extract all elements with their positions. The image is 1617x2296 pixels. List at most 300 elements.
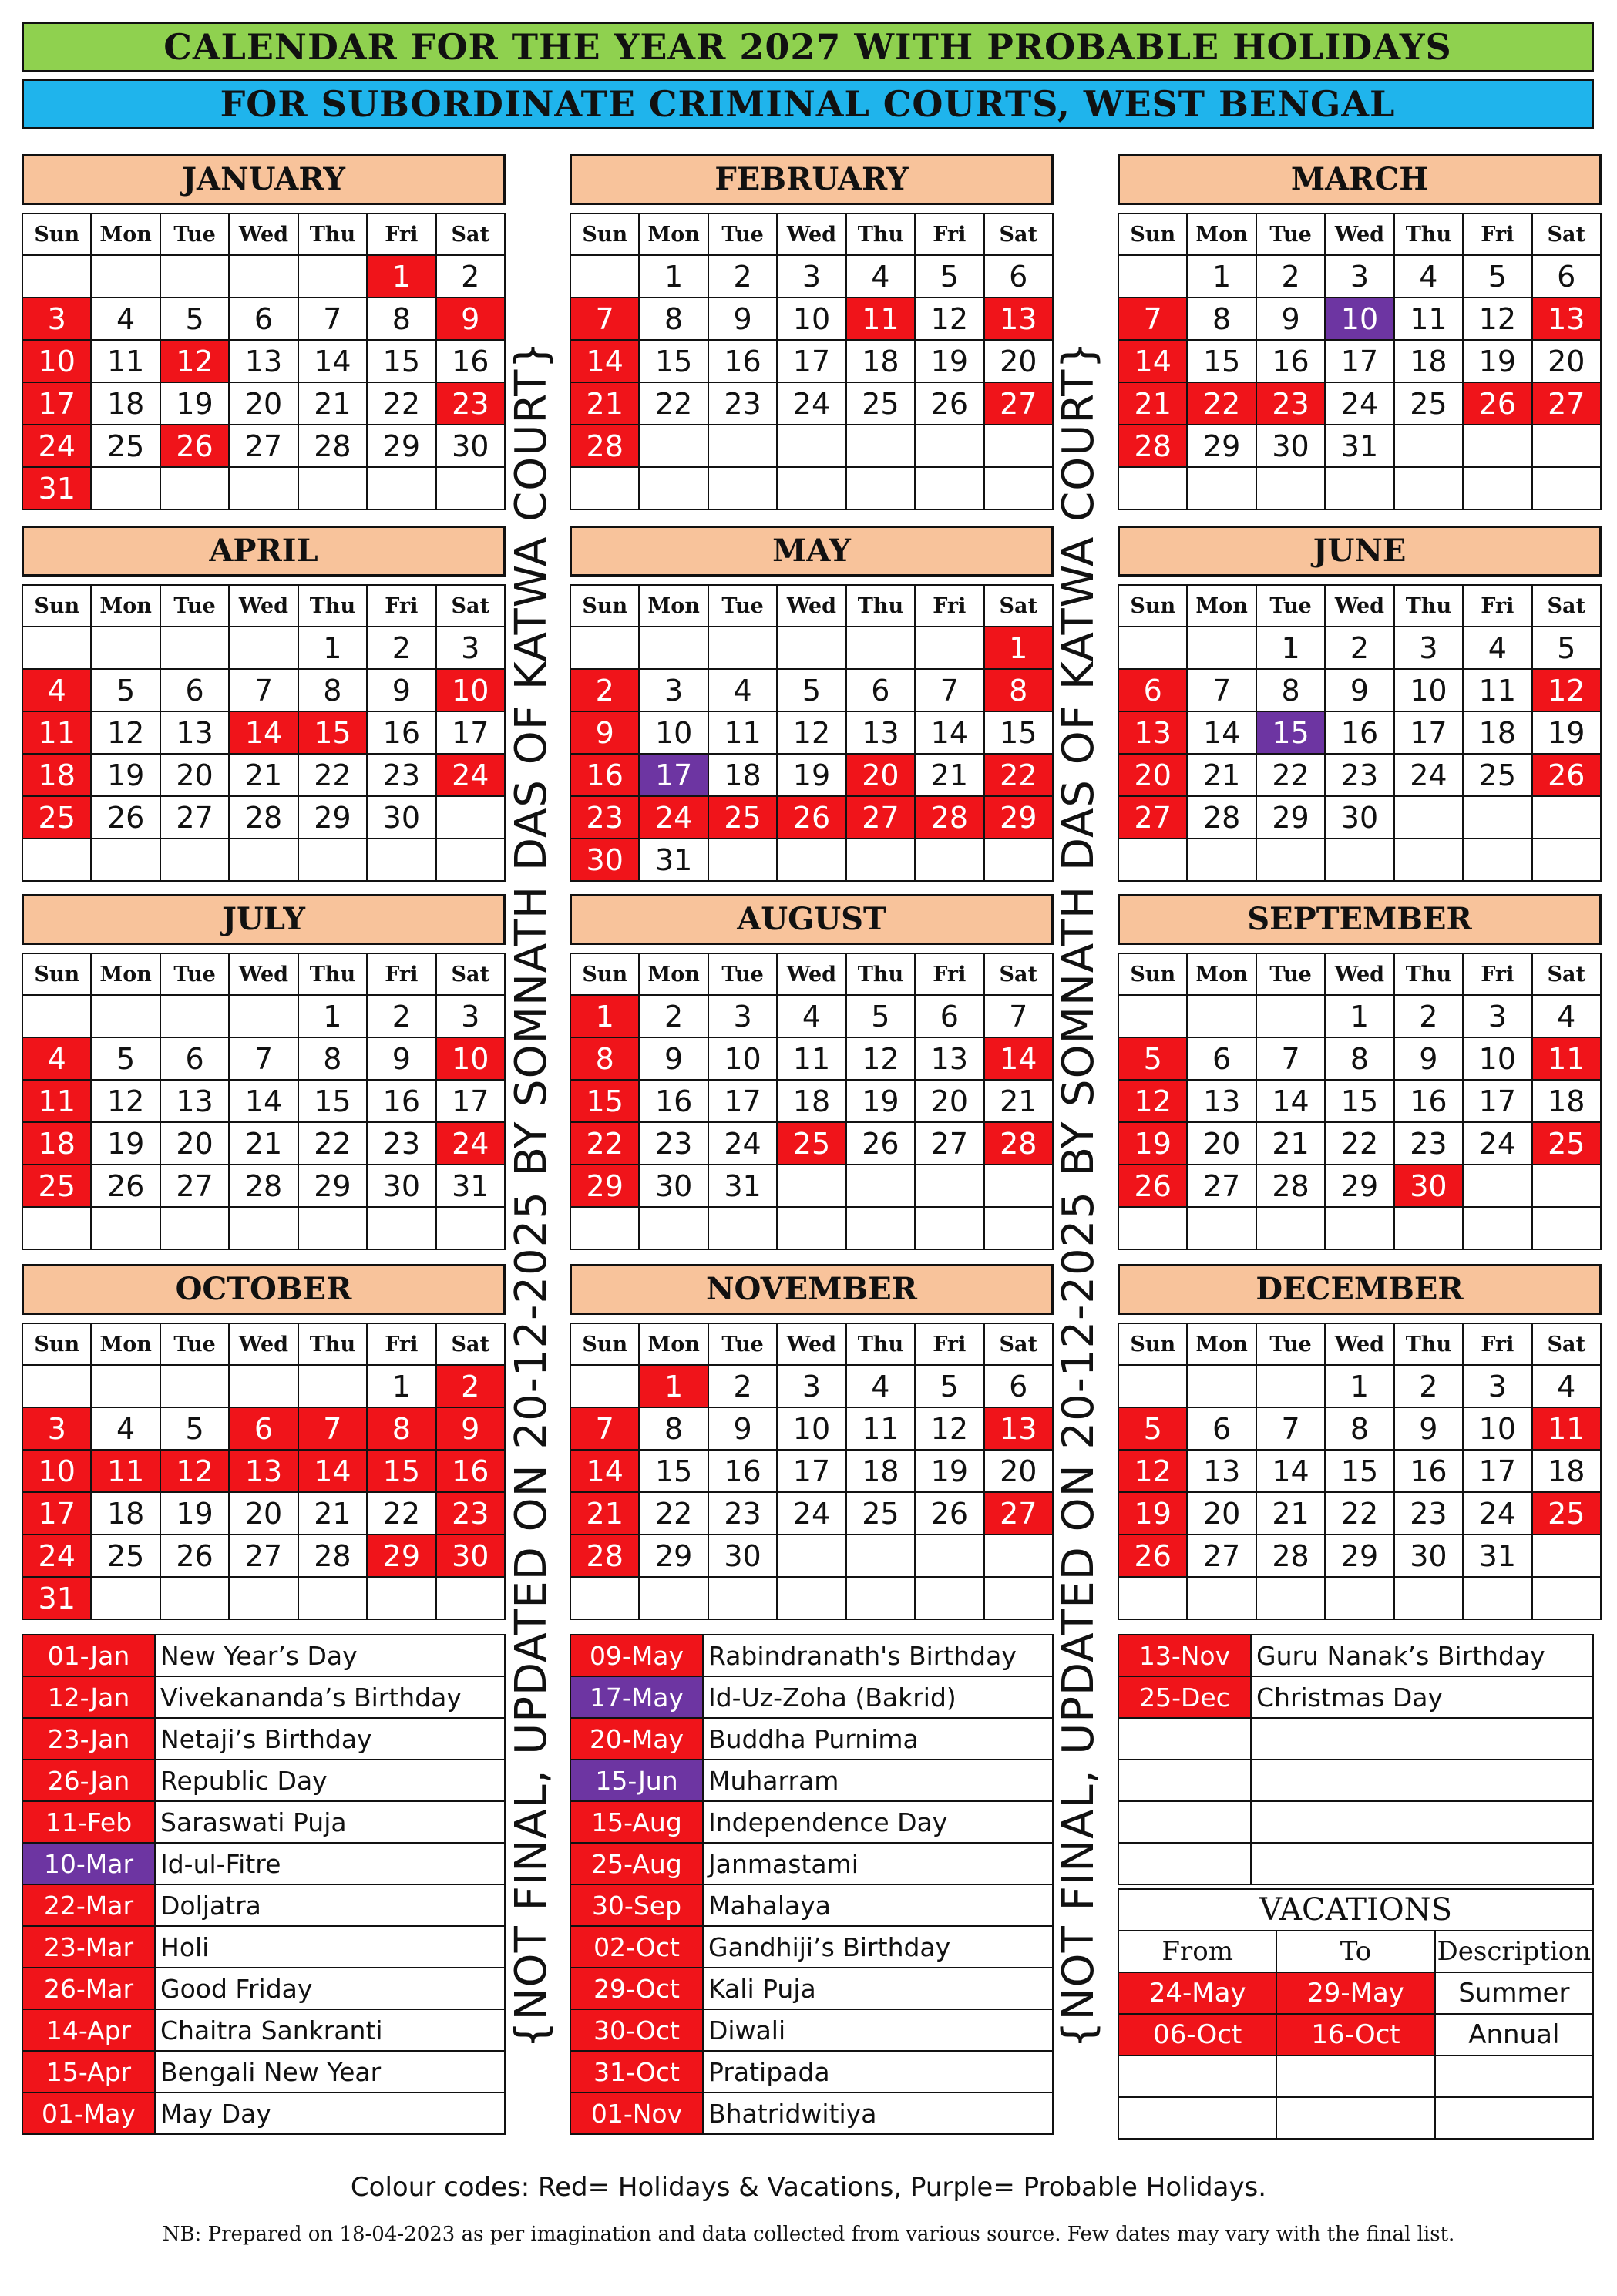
holiday-list-2 (570, 1634, 1054, 2135)
month-name: DECEMBER (1118, 1264, 1602, 1315)
day-cell: 26 (1118, 1165, 1187, 1207)
day-cell: 28 (229, 1165, 298, 1207)
day-cell: 20 (915, 1080, 983, 1122)
weekday-header: Fri (915, 953, 983, 995)
day-cell: 3 (22, 1407, 91, 1450)
empty-cell (639, 1577, 708, 1619)
day-cell: 22 (367, 1492, 435, 1535)
weekday-header: Sun (1118, 585, 1187, 627)
day-cell: 29 (1325, 1165, 1393, 1207)
weekday-header: Thu (1394, 585, 1463, 627)
day-cell: 13 (160, 1080, 229, 1122)
day-cell: 1 (367, 1365, 435, 1407)
empty-cell (436, 1207, 505, 1249)
day-cell: 23 (367, 754, 435, 796)
day-cell: 23 (708, 382, 777, 425)
empty-cell (1256, 839, 1325, 881)
day-cell: 12 (777, 711, 845, 754)
weekday-header: Sun (570, 213, 639, 255)
day-cell: 7 (298, 1407, 367, 1450)
day-cell: 30 (367, 1165, 435, 1207)
day-cell: 10 (777, 1407, 845, 1450)
day-cell: 1 (1187, 255, 1256, 298)
weekday-header: Thu (298, 585, 367, 627)
day-cell: 27 (1532, 382, 1601, 425)
day-cell: 10 (708, 1037, 777, 1080)
day-cell: 9 (436, 1407, 505, 1450)
day-cell: 8 (984, 669, 1053, 711)
day-cell: 30 (436, 1535, 505, 1577)
day-cell: 19 (1463, 340, 1531, 382)
day-cell: 10 (22, 1450, 91, 1492)
empty-cell (91, 627, 160, 669)
day-cell: 14 (915, 711, 983, 754)
empty-cell (1532, 1535, 1601, 1577)
month-table (570, 213, 1054, 510)
day-cell: 4 (1394, 255, 1463, 298)
day-cell: 25 (777, 1122, 845, 1165)
day-cell: 1 (1325, 995, 1393, 1037)
weekday-header: Tue (160, 213, 229, 255)
vacation-description: Annual (1435, 2014, 1593, 2056)
day-cell: 3 (777, 1365, 845, 1407)
weekday-header: Fri (1463, 1323, 1531, 1365)
day-cell: 16 (639, 1080, 708, 1122)
weekday-header: Tue (708, 953, 777, 995)
vacations-header-to: To (1276, 1931, 1434, 1972)
day-cell: 24 (22, 425, 91, 467)
weekday-header: Wed (229, 1323, 298, 1365)
empty-cell (91, 1207, 160, 1249)
weekday-header: Mon (1187, 585, 1256, 627)
day-cell: 14 (298, 340, 367, 382)
month-name: JANUARY (22, 154, 506, 205)
day-cell: 22 (984, 754, 1053, 796)
day-cell: 23 (1325, 754, 1393, 796)
empty-cell (1187, 627, 1256, 669)
day-cell: 8 (639, 1407, 708, 1450)
holiday-row (22, 2051, 505, 2093)
day-cell: 23 (1394, 1122, 1463, 1165)
weekday-header: Tue (1256, 1323, 1325, 1365)
day-cell: 20 (229, 1492, 298, 1535)
day-cell: 12 (1463, 298, 1531, 340)
colour-legend: Colour codes: Red= Holidays & Vacations, Purple= Probable Holidays. (350, 2172, 1267, 2203)
empty-cell (777, 467, 845, 509)
day-cell: 6 (1118, 669, 1187, 711)
holiday-row (22, 1801, 505, 1843)
day-cell: 14 (570, 1450, 639, 1492)
holiday-row (570, 2051, 1053, 2093)
holiday-name: Pratipada (703, 2051, 1053, 2093)
holiday-date: 25-Aug (570, 1843, 703, 1884)
holiday-row (22, 2009, 505, 2051)
empty-cell (22, 627, 91, 669)
day-cell: 7 (984, 995, 1053, 1037)
holiday-date: 01-May (22, 2093, 155, 2134)
empty-cell (1532, 1165, 1601, 1207)
weekday-header: Sun (570, 953, 639, 995)
day-cell: 21 (298, 1492, 367, 1535)
day-cell: 3 (436, 995, 505, 1037)
day-cell: 12 (91, 711, 160, 754)
holiday-date: 01-Jan (22, 1635, 155, 1676)
holiday-name: Chaitra Sankranti (155, 2009, 505, 2051)
empty-cell (915, 467, 983, 509)
day-cell: 4 (22, 1037, 91, 1080)
empty-cell (984, 1207, 1053, 1249)
empty-cell (846, 425, 915, 467)
day-cell: 24 (1463, 1492, 1531, 1535)
day-cell: 19 (846, 1080, 915, 1122)
month-table (22, 213, 506, 510)
empty-cell (1256, 1207, 1325, 1249)
empty-cell (229, 467, 298, 509)
month-table (1118, 953, 1602, 1250)
empty-cell (1463, 425, 1531, 467)
empty-cell (777, 1207, 845, 1249)
weekday-header: Tue (708, 1323, 777, 1365)
empty-cell (22, 1365, 91, 1407)
day-cell: 11 (846, 1407, 915, 1450)
holiday-row (570, 1926, 1053, 1968)
month-name: JULY (22, 894, 506, 945)
empty-cell (160, 255, 229, 298)
day-cell: 25 (91, 425, 160, 467)
day-cell: 5 (915, 255, 983, 298)
empty-cell (367, 1577, 435, 1619)
day-cell: 24 (436, 1122, 505, 1165)
day-cell: 23 (436, 1492, 505, 1535)
day-cell: 24 (708, 1122, 777, 1165)
month-name: MAY (570, 526, 1054, 577)
day-cell: 14 (229, 1080, 298, 1122)
holiday-name: Bengali New Year (155, 2051, 505, 2093)
side-note-right: {NOT FINAL, UPDATED ON 20-12-2025 BY SOMNATH DAS OF KATWA COURT} (1054, 340, 1104, 2049)
day-cell: 17 (436, 1080, 505, 1122)
holiday-row (1118, 1843, 1593, 1884)
day-cell: 7 (1187, 669, 1256, 711)
weekday-header: Mon (91, 1323, 160, 1365)
day-cell: 12 (1118, 1080, 1187, 1122)
day-cell: 17 (639, 754, 708, 796)
day-cell: 27 (1118, 796, 1187, 839)
day-cell: 8 (367, 1407, 435, 1450)
empty-cell (846, 1535, 915, 1577)
day-cell: 28 (570, 1535, 639, 1577)
weekday-header: Fri (1463, 585, 1531, 627)
vacations-title: VACATIONS (1118, 1889, 1593, 1931)
day-cell: 8 (298, 669, 367, 711)
day-cell: 16 (367, 711, 435, 754)
empty-cell (915, 425, 983, 467)
day-cell: 30 (1394, 1535, 1463, 1577)
vacation-description: Summer (1435, 1972, 1593, 2014)
day-cell: 30 (367, 796, 435, 839)
day-cell: 5 (1463, 255, 1531, 298)
day-cell: 17 (22, 1492, 91, 1535)
day-cell: 16 (1394, 1450, 1463, 1492)
day-cell: 20 (160, 754, 229, 796)
day-cell: 22 (298, 1122, 367, 1165)
day-cell: 13 (846, 711, 915, 754)
day-cell: 6 (229, 298, 298, 340)
month-june (1118, 526, 1602, 882)
day-cell: 4 (91, 1407, 160, 1450)
day-cell: 2 (436, 1365, 505, 1407)
day-cell: 14 (570, 340, 639, 382)
empty-cell (22, 839, 91, 881)
month-august (570, 894, 1054, 1250)
day-cell: 11 (22, 1080, 91, 1122)
empty-cell (1532, 425, 1601, 467)
day-cell: 12 (846, 1037, 915, 1080)
day-cell: 7 (229, 1037, 298, 1080)
day-cell: 11 (91, 1450, 160, 1492)
vacation-description (1435, 2097, 1593, 2139)
empty-cell (1256, 1365, 1325, 1407)
holiday-list-3 (1118, 1634, 1594, 1885)
day-cell: 21 (570, 382, 639, 425)
day-cell: 14 (1256, 1080, 1325, 1122)
day-cell: 1 (367, 255, 435, 298)
day-cell: 18 (91, 1492, 160, 1535)
day-cell: 10 (1463, 1407, 1531, 1450)
day-cell: 11 (1394, 298, 1463, 340)
day-cell: 15 (298, 711, 367, 754)
side-note-left: {NOT FINAL, UPDATED ON 20-12-2025 BY SOMNATH DAS OF KATWA COURT} (506, 340, 556, 2049)
day-cell: 10 (1394, 669, 1463, 711)
weekday-header: Mon (639, 585, 708, 627)
day-cell: 7 (298, 298, 367, 340)
day-cell: 16 (1325, 711, 1393, 754)
empty-cell (846, 1165, 915, 1207)
day-cell: 11 (708, 711, 777, 754)
day-cell: 11 (1532, 1407, 1601, 1450)
vacations-header-from: From (1118, 1931, 1276, 1972)
empty-cell (298, 839, 367, 881)
day-cell: 28 (1118, 425, 1187, 467)
weekday-header: Tue (160, 1323, 229, 1365)
day-cell: 25 (22, 796, 91, 839)
month-name: MARCH (1118, 154, 1602, 205)
empty-cell (1394, 796, 1463, 839)
weekday-header: Tue (1256, 213, 1325, 255)
weekday-header: Sun (22, 585, 91, 627)
vacation-description (1435, 2056, 1593, 2097)
day-cell: 19 (91, 1122, 160, 1165)
day-cell: 21 (1256, 1122, 1325, 1165)
empty-cell (1532, 1577, 1601, 1619)
weekday-header: Mon (1187, 953, 1256, 995)
day-cell: 9 (367, 1037, 435, 1080)
day-cell: 24 (436, 754, 505, 796)
day-cell: 1 (1325, 1365, 1393, 1407)
day-cell: 22 (1325, 1492, 1393, 1535)
day-cell: 15 (984, 711, 1053, 754)
weekday-header: Fri (1463, 213, 1531, 255)
day-cell: 19 (160, 1492, 229, 1535)
holiday-name: Guru Nanak’s Birthday (1251, 1635, 1593, 1676)
weekday-header: Thu (846, 1323, 915, 1365)
day-cell: 29 (298, 1165, 367, 1207)
day-cell: 3 (22, 298, 91, 340)
day-cell: 30 (639, 1165, 708, 1207)
empty-cell (1118, 839, 1187, 881)
day-cell: 3 (639, 669, 708, 711)
day-cell: 26 (160, 425, 229, 467)
day-cell: 3 (1463, 1365, 1531, 1407)
day-cell: 4 (708, 669, 777, 711)
day-cell: 27 (984, 1492, 1053, 1535)
day-cell: 17 (1463, 1450, 1531, 1492)
weekday-header: Tue (1256, 585, 1325, 627)
day-cell: 3 (436, 627, 505, 669)
empty-cell (777, 839, 845, 881)
day-cell: 6 (984, 1365, 1053, 1407)
holiday-date (1118, 1718, 1251, 1760)
day-cell: 8 (298, 1037, 367, 1080)
weekday-header: Sat (436, 953, 505, 995)
day-cell: 14 (1118, 340, 1187, 382)
holiday-list-1 (22, 1634, 506, 2135)
day-cell: 5 (915, 1365, 983, 1407)
empty-cell (777, 425, 845, 467)
empty-cell (1118, 1577, 1187, 1619)
holiday-date: 15-Aug (570, 1801, 703, 1843)
day-cell: 16 (367, 1080, 435, 1122)
holiday-name: Gandhiji’s Birthday (703, 1926, 1053, 1968)
weekday-header: Sat (984, 953, 1053, 995)
day-cell: 29 (1187, 425, 1256, 467)
empty-cell (160, 839, 229, 881)
empty-cell (846, 467, 915, 509)
holiday-row (22, 1718, 505, 1760)
day-cell: 21 (298, 382, 367, 425)
weekday-header: Mon (639, 213, 708, 255)
day-cell: 25 (1532, 1492, 1601, 1535)
day-cell: 10 (436, 669, 505, 711)
day-cell: 20 (229, 382, 298, 425)
day-cell: 5 (1118, 1037, 1187, 1080)
empty-cell (915, 1207, 983, 1249)
holiday-name: Id-Uz-Zoha (Bakrid) (703, 1676, 1053, 1718)
holiday-date: 29-Oct (570, 1968, 703, 2009)
holiday-row (570, 2009, 1053, 2051)
day-cell: 12 (915, 1407, 983, 1450)
day-cell: 4 (777, 995, 845, 1037)
month-table (570, 584, 1054, 882)
holiday-date: 14-Apr (22, 2009, 155, 2051)
day-cell: 23 (367, 1122, 435, 1165)
empty-cell (367, 467, 435, 509)
day-cell: 31 (22, 1577, 91, 1619)
empty-cell (570, 467, 639, 509)
empty-cell (298, 1207, 367, 1249)
empty-cell (91, 255, 160, 298)
day-cell: 10 (1463, 1037, 1531, 1080)
weekday-header: Tue (160, 585, 229, 627)
empty-cell (160, 1577, 229, 1619)
day-cell: 4 (1463, 627, 1531, 669)
day-cell: 1 (570, 995, 639, 1037)
day-cell: 26 (91, 796, 160, 839)
day-cell: 28 (1187, 796, 1256, 839)
day-cell: 6 (229, 1407, 298, 1450)
day-cell: 9 (708, 298, 777, 340)
day-cell: 13 (229, 1450, 298, 1492)
calendar-title: CALENDAR FOR THE YEAR 2027 WITH PROBABLE HOLIDAYS (22, 22, 1594, 72)
day-cell: 2 (708, 255, 777, 298)
day-cell: 6 (984, 255, 1053, 298)
holiday-row (22, 1843, 505, 1884)
vacation-from (1118, 2056, 1276, 2097)
day-cell: 27 (160, 796, 229, 839)
day-cell: 5 (846, 995, 915, 1037)
day-cell: 7 (1118, 298, 1187, 340)
day-cell: 28 (1256, 1535, 1325, 1577)
empty-cell (1187, 1365, 1256, 1407)
weekday-header: Fri (1463, 953, 1531, 995)
day-cell: 17 (777, 1450, 845, 1492)
day-cell: 28 (1256, 1165, 1325, 1207)
holiday-name: Vivekananda’s Birthday (155, 1676, 505, 1718)
empty-cell (639, 627, 708, 669)
day-cell: 12 (91, 1080, 160, 1122)
holiday-name: Rabindranath's Birthday (703, 1635, 1053, 1676)
day-cell: 8 (1187, 298, 1256, 340)
empty-cell (1256, 1577, 1325, 1619)
day-cell: 13 (1118, 711, 1187, 754)
empty-cell (160, 1365, 229, 1407)
month-october (22, 1264, 506, 1620)
holiday-name: Id-ul-Fitre (155, 1843, 505, 1884)
empty-cell (1394, 1577, 1463, 1619)
day-cell: 18 (846, 340, 915, 382)
holiday-name: May Day (155, 2093, 505, 2134)
weekday-header: Fri (367, 953, 435, 995)
vacation-from: 24-May (1118, 1972, 1276, 2014)
day-cell: 7 (1256, 1037, 1325, 1080)
weekday-header: Fri (367, 1323, 435, 1365)
empty-cell (91, 995, 160, 1037)
day-cell: 17 (708, 1080, 777, 1122)
holiday-date: 13-Nov (1118, 1635, 1251, 1676)
weekday-header: Mon (91, 213, 160, 255)
holiday-row (1118, 1801, 1593, 1843)
weekday-header: Wed (777, 585, 845, 627)
day-cell: 9 (708, 1407, 777, 1450)
holiday-row (22, 2093, 505, 2134)
empty-cell (1394, 425, 1463, 467)
empty-cell (1118, 255, 1187, 298)
holiday-date: 23-Jan (22, 1718, 155, 1760)
day-cell: 12 (1118, 1450, 1187, 1492)
empty-cell (1118, 627, 1187, 669)
weekday-header: Thu (846, 953, 915, 995)
day-cell: 8 (1325, 1407, 1393, 1450)
empty-cell (229, 995, 298, 1037)
day-cell: 19 (1532, 711, 1601, 754)
empty-cell (1394, 839, 1463, 881)
holiday-date: 12-Jan (22, 1676, 155, 1718)
day-cell: 18 (777, 1080, 845, 1122)
day-cell: 17 (22, 382, 91, 425)
day-cell: 19 (915, 340, 983, 382)
day-cell: 12 (160, 340, 229, 382)
day-cell: 23 (570, 796, 639, 839)
day-cell: 2 (1394, 995, 1463, 1037)
